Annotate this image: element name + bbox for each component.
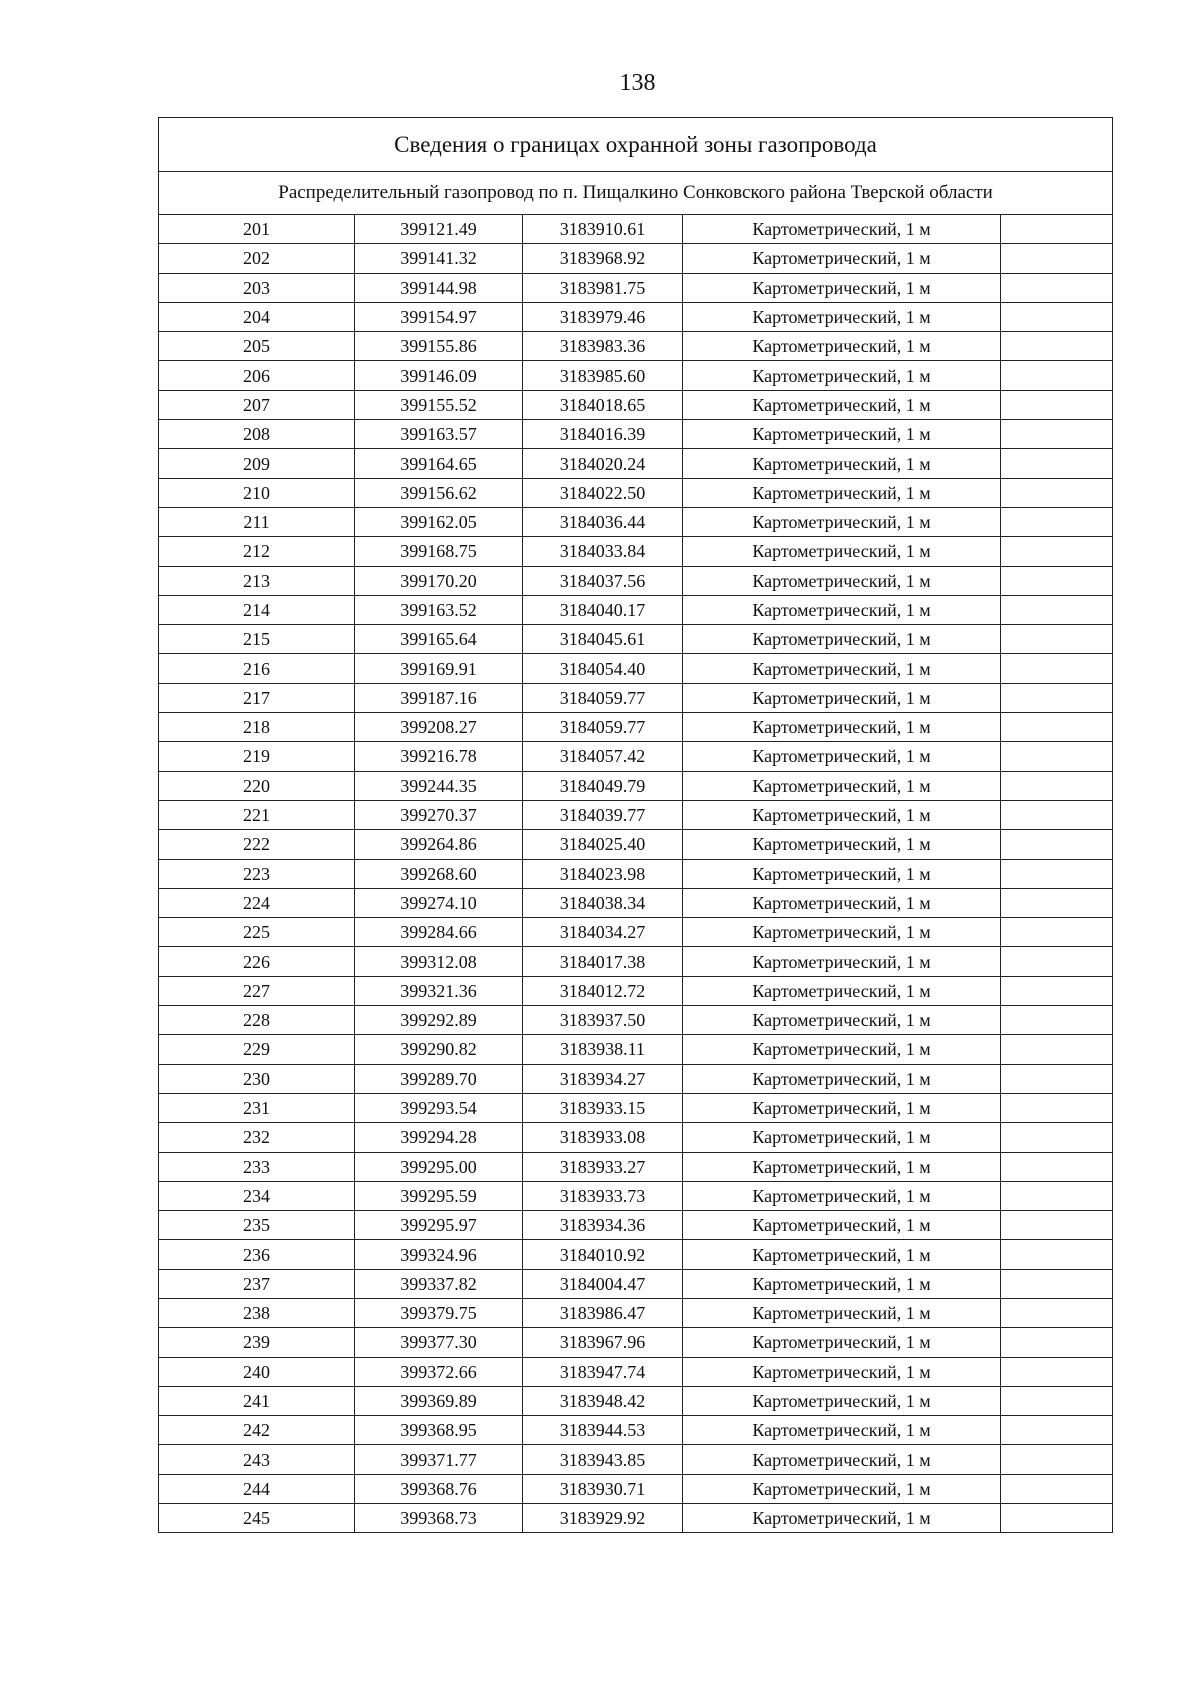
table-subtitle-row (159, 172, 1113, 215)
point-number-cell: 229 (159, 1035, 355, 1064)
point-number-cell: 215 (159, 625, 355, 654)
description-cell (1001, 361, 1113, 390)
point-number-cell: 228 (159, 1006, 355, 1035)
point-number-cell: 218 (159, 713, 355, 742)
point-number-cell: 203 (159, 273, 355, 302)
method-accuracy-cell: Картометрический, 1 м (683, 566, 1001, 595)
description-cell (1001, 888, 1113, 917)
point-number-cell: 236 (159, 1240, 355, 1269)
table-row (159, 1064, 1113, 1093)
x-coordinate-cell: 399274.10 (355, 888, 523, 917)
point-number-cell: 204 (159, 302, 355, 331)
point-number-cell: 202 (159, 244, 355, 273)
y-coordinate-cell: 3183933.15 (523, 1093, 683, 1122)
description-cell (1001, 1181, 1113, 1210)
y-coordinate-cell: 3183929.92 (523, 1504, 683, 1533)
method-accuracy-cell: Картометрический, 1 м (683, 1006, 1001, 1035)
x-coordinate-cell: 399155.52 (355, 390, 523, 419)
point-number-cell: 227 (159, 976, 355, 1005)
description-cell (1001, 918, 1113, 947)
y-coordinate-cell: 3183933.73 (523, 1181, 683, 1210)
y-coordinate-cell: 3183934.27 (523, 1064, 683, 1093)
method-accuracy-cell: Картометрический, 1 м (683, 1386, 1001, 1415)
description-cell (1001, 1357, 1113, 1386)
table-row (159, 1445, 1113, 1474)
y-coordinate-cell: 3184012.72 (523, 976, 683, 1005)
x-coordinate-cell: 399321.36 (355, 976, 523, 1005)
description-cell (1001, 215, 1113, 244)
table-row (159, 361, 1113, 390)
description-cell (1001, 683, 1113, 712)
x-coordinate-cell: 399295.00 (355, 1152, 523, 1181)
boundary-table (158, 117, 1113, 1533)
x-coordinate-cell: 399163.52 (355, 595, 523, 624)
point-number-cell: 230 (159, 1064, 355, 1093)
x-coordinate-cell: 399368.95 (355, 1416, 523, 1445)
x-coordinate-cell: 399268.60 (355, 859, 523, 888)
point-number-cell: 222 (159, 830, 355, 859)
x-coordinate-cell: 399290.82 (355, 1035, 523, 1064)
point-number-cell: 201 (159, 215, 355, 244)
point-number-cell: 235 (159, 1211, 355, 1240)
description-cell (1001, 800, 1113, 829)
table-title-row (159, 118, 1113, 172)
y-coordinate-cell: 3183933.08 (523, 1123, 683, 1152)
description-cell (1001, 1474, 1113, 1503)
y-coordinate-cell: 3184038.34 (523, 888, 683, 917)
table-row (159, 1123, 1113, 1152)
description-cell (1001, 1123, 1113, 1152)
description-cell (1001, 654, 1113, 683)
method-accuracy-cell: Картометрический, 1 м (683, 1269, 1001, 1298)
method-accuracy-cell: Картометрический, 1 м (683, 390, 1001, 419)
x-coordinate-cell: 399146.09 (355, 361, 523, 390)
table-row (159, 947, 1113, 976)
method-accuracy-cell: Картометрический, 1 м (683, 1093, 1001, 1122)
table-row (159, 449, 1113, 478)
y-coordinate-cell: 3183934.36 (523, 1211, 683, 1240)
method-accuracy-cell: Картометрический, 1 м (683, 1328, 1001, 1357)
description-cell (1001, 449, 1113, 478)
x-coordinate-cell: 399208.27 (355, 713, 523, 742)
y-coordinate-cell: 3183968.92 (523, 244, 683, 273)
y-coordinate-cell: 3183947.74 (523, 1357, 683, 1386)
method-accuracy-cell: Картометрический, 1 м (683, 1211, 1001, 1240)
method-accuracy-cell: Картометрический, 1 м (683, 1035, 1001, 1064)
y-coordinate-cell: 3184018.65 (523, 390, 683, 419)
y-coordinate-cell: 3184022.50 (523, 478, 683, 507)
y-coordinate-cell: 3183948.42 (523, 1386, 683, 1415)
table-row (159, 1474, 1113, 1503)
x-coordinate-cell: 399154.97 (355, 302, 523, 331)
x-coordinate-cell: 399293.54 (355, 1093, 523, 1122)
y-coordinate-cell: 3183981.75 (523, 273, 683, 302)
y-coordinate-cell: 3184040.17 (523, 595, 683, 624)
description-cell (1001, 1211, 1113, 1240)
point-number-cell: 233 (159, 1152, 355, 1181)
x-coordinate-cell: 399264.86 (355, 830, 523, 859)
point-number-cell: 237 (159, 1269, 355, 1298)
table-row (159, 1240, 1113, 1269)
method-accuracy-cell: Картометрический, 1 м (683, 1240, 1001, 1269)
y-coordinate-cell: 3183944.53 (523, 1416, 683, 1445)
description-cell (1001, 1152, 1113, 1181)
description-cell (1001, 420, 1113, 449)
y-coordinate-cell: 3184017.38 (523, 947, 683, 976)
method-accuracy-cell: Картометрический, 1 м (683, 771, 1001, 800)
point-number-cell: 212 (159, 537, 355, 566)
description-cell (1001, 1328, 1113, 1357)
method-accuracy-cell: Картометрический, 1 м (683, 361, 1001, 390)
method-accuracy-cell: Картометрический, 1 м (683, 625, 1001, 654)
table-row (159, 1416, 1113, 1445)
description-cell (1001, 566, 1113, 595)
table-row (159, 420, 1113, 449)
boundary-table-body (159, 118, 1113, 1533)
point-number-cell: 232 (159, 1123, 355, 1152)
x-coordinate-cell: 399170.20 (355, 566, 523, 595)
table-row (159, 683, 1113, 712)
x-coordinate-cell: 399169.91 (355, 654, 523, 683)
description-cell (1001, 244, 1113, 273)
description-cell (1001, 742, 1113, 771)
description-cell (1001, 302, 1113, 331)
table-row (159, 1504, 1113, 1533)
description-cell (1001, 1064, 1113, 1093)
method-accuracy-cell: Картометрический, 1 м (683, 1298, 1001, 1327)
point-number-cell: 216 (159, 654, 355, 683)
point-number-cell: 242 (159, 1416, 355, 1445)
point-number-cell: 226 (159, 947, 355, 976)
x-coordinate-cell: 399270.37 (355, 800, 523, 829)
y-coordinate-cell: 3183937.50 (523, 1006, 683, 1035)
table-row (159, 1357, 1113, 1386)
point-number-cell: 245 (159, 1504, 355, 1533)
method-accuracy-cell: Картометрический, 1 м (683, 830, 1001, 859)
method-accuracy-cell: Картометрический, 1 м (683, 1064, 1001, 1093)
method-accuracy-cell: Картометрический, 1 м (683, 215, 1001, 244)
table-row (159, 1386, 1113, 1415)
y-coordinate-cell: 3184039.77 (523, 800, 683, 829)
x-coordinate-cell: 399369.89 (355, 1386, 523, 1415)
point-number-cell: 223 (159, 859, 355, 888)
description-cell (1001, 537, 1113, 566)
method-accuracy-cell: Картометрический, 1 м (683, 1445, 1001, 1474)
x-coordinate-cell: 399368.76 (355, 1474, 523, 1503)
table-row (159, 215, 1113, 244)
description-cell (1001, 478, 1113, 507)
description-cell (1001, 1240, 1113, 1269)
table-row (159, 859, 1113, 888)
x-coordinate-cell: 399377.30 (355, 1328, 523, 1357)
point-number-cell: 244 (159, 1474, 355, 1503)
x-coordinate-cell: 399164.65 (355, 449, 523, 478)
x-coordinate-cell: 399284.66 (355, 918, 523, 947)
point-number-cell: 234 (159, 1181, 355, 1210)
method-accuracy-cell: Картометрический, 1 м (683, 654, 1001, 683)
table-row (159, 713, 1113, 742)
method-accuracy-cell: Картометрический, 1 м (683, 742, 1001, 771)
method-accuracy-cell: Картометрический, 1 м (683, 976, 1001, 1005)
y-coordinate-cell: 3183967.96 (523, 1328, 683, 1357)
description-cell (1001, 507, 1113, 536)
description-cell (1001, 625, 1113, 654)
description-cell (1001, 332, 1113, 361)
y-coordinate-cell: 3183933.27 (523, 1152, 683, 1181)
x-coordinate-cell: 399324.96 (355, 1240, 523, 1269)
description-cell (1001, 1386, 1113, 1415)
method-accuracy-cell: Картометрический, 1 м (683, 537, 1001, 566)
table-row (159, 507, 1113, 536)
table-row (159, 332, 1113, 361)
x-coordinate-cell: 399163.57 (355, 420, 523, 449)
y-coordinate-cell: 3183985.60 (523, 361, 683, 390)
y-coordinate-cell: 3184025.40 (523, 830, 683, 859)
y-coordinate-cell: 3183979.46 (523, 302, 683, 331)
table-row (159, 830, 1113, 859)
method-accuracy-cell: Картометрический, 1 м (683, 420, 1001, 449)
table-row (159, 302, 1113, 331)
method-accuracy-cell: Картометрический, 1 м (683, 683, 1001, 712)
table-row (159, 595, 1113, 624)
method-accuracy-cell: Картометрический, 1 м (683, 1504, 1001, 1533)
table-subtitle: Распределительный газопровод по п. Пищалкино Сонковского района Тверской области (159, 172, 1113, 215)
table-row (159, 390, 1113, 419)
table-row (159, 1152, 1113, 1181)
description-cell (1001, 1445, 1113, 1474)
table-row (159, 1093, 1113, 1122)
x-coordinate-cell: 399162.05 (355, 507, 523, 536)
y-coordinate-cell: 3184023.98 (523, 859, 683, 888)
method-accuracy-cell: Картометрический, 1 м (683, 1123, 1001, 1152)
description-cell (1001, 1504, 1113, 1533)
description-cell (1001, 1269, 1113, 1298)
y-coordinate-cell: 3184016.39 (523, 420, 683, 449)
point-number-cell: 243 (159, 1445, 355, 1474)
x-coordinate-cell: 399121.49 (355, 215, 523, 244)
description-cell (1001, 273, 1113, 302)
table-row (159, 1328, 1113, 1357)
table-row (159, 771, 1113, 800)
description-cell (1001, 1093, 1113, 1122)
point-number-cell: 238 (159, 1298, 355, 1327)
point-number-cell: 207 (159, 390, 355, 419)
x-coordinate-cell: 399155.86 (355, 332, 523, 361)
point-number-cell: 211 (159, 507, 355, 536)
method-accuracy-cell: Картометрический, 1 м (683, 1181, 1001, 1210)
description-cell (1001, 713, 1113, 742)
y-coordinate-cell: 3184037.56 (523, 566, 683, 595)
description-cell (1001, 830, 1113, 859)
point-number-cell: 210 (159, 478, 355, 507)
method-accuracy-cell: Картометрический, 1 м (683, 800, 1001, 829)
method-accuracy-cell: Картометрический, 1 м (683, 478, 1001, 507)
page-number: 138 (619, 70, 656, 96)
method-accuracy-cell: Картометрический, 1 м (683, 1474, 1001, 1503)
point-number-cell: 221 (159, 800, 355, 829)
y-coordinate-cell: 3183910.61 (523, 215, 683, 244)
x-coordinate-cell: 399156.62 (355, 478, 523, 507)
y-coordinate-cell: 3184033.84 (523, 537, 683, 566)
table-row (159, 888, 1113, 917)
method-accuracy-cell: Картометрический, 1 м (683, 947, 1001, 976)
description-cell (1001, 390, 1113, 419)
table-row (159, 537, 1113, 566)
y-coordinate-cell: 3184059.77 (523, 713, 683, 742)
x-coordinate-cell: 399371.77 (355, 1445, 523, 1474)
description-cell (1001, 595, 1113, 624)
point-number-cell: 225 (159, 918, 355, 947)
method-accuracy-cell: Картометрический, 1 м (683, 244, 1001, 273)
point-number-cell: 209 (159, 449, 355, 478)
y-coordinate-cell: 3184020.24 (523, 449, 683, 478)
description-cell (1001, 1416, 1113, 1445)
y-coordinate-cell: 3184036.44 (523, 507, 683, 536)
x-coordinate-cell: 399216.78 (355, 742, 523, 771)
method-accuracy-cell: Картометрический, 1 м (683, 713, 1001, 742)
x-coordinate-cell: 399295.97 (355, 1211, 523, 1240)
y-coordinate-cell: 3183986.47 (523, 1298, 683, 1327)
table-title: Сведения о границах охранной зоны газопровода (159, 118, 1113, 172)
method-accuracy-cell: Картометрический, 1 м (683, 888, 1001, 917)
table-row (159, 1269, 1113, 1298)
method-accuracy-cell: Картометрический, 1 м (683, 332, 1001, 361)
description-cell (1001, 1035, 1113, 1064)
x-coordinate-cell: 399294.28 (355, 1123, 523, 1152)
y-coordinate-cell: 3184049.79 (523, 771, 683, 800)
point-number-cell: 241 (159, 1386, 355, 1415)
y-coordinate-cell: 3184054.40 (523, 654, 683, 683)
method-accuracy-cell: Картометрический, 1 м (683, 595, 1001, 624)
x-coordinate-cell: 399379.75 (355, 1298, 523, 1327)
y-coordinate-cell: 3184034.27 (523, 918, 683, 947)
description-cell (1001, 947, 1113, 976)
table-row (159, 1181, 1113, 1210)
point-number-cell: 205 (159, 332, 355, 361)
table-row (159, 1211, 1113, 1240)
description-cell (1001, 859, 1113, 888)
table-row (159, 244, 1113, 273)
point-number-cell: 206 (159, 361, 355, 390)
description-cell (1001, 1006, 1113, 1035)
point-number-cell: 240 (159, 1357, 355, 1386)
y-coordinate-cell: 3184045.61 (523, 625, 683, 654)
description-cell (1001, 1298, 1113, 1327)
x-coordinate-cell: 399144.98 (355, 273, 523, 302)
y-coordinate-cell: 3184059.77 (523, 683, 683, 712)
method-accuracy-cell: Картометрический, 1 м (683, 1416, 1001, 1445)
description-cell (1001, 771, 1113, 800)
point-number-cell: 239 (159, 1328, 355, 1357)
boundary-table-container (158, 117, 1112, 1533)
y-coordinate-cell: 3184057.42 (523, 742, 683, 771)
table-row (159, 1006, 1113, 1035)
y-coordinate-cell: 3183943.85 (523, 1445, 683, 1474)
y-coordinate-cell: 3183930.71 (523, 1474, 683, 1503)
y-coordinate-cell: 3183938.11 (523, 1035, 683, 1064)
table-row (159, 625, 1113, 654)
x-coordinate-cell: 399337.82 (355, 1269, 523, 1298)
x-coordinate-cell: 399187.16 (355, 683, 523, 712)
x-coordinate-cell: 399292.89 (355, 1006, 523, 1035)
method-accuracy-cell: Картометрический, 1 м (683, 507, 1001, 536)
table-row (159, 1035, 1113, 1064)
method-accuracy-cell: Картометрический, 1 м (683, 918, 1001, 947)
table-row (159, 1298, 1113, 1327)
x-coordinate-cell: 399141.32 (355, 244, 523, 273)
point-number-cell: 231 (159, 1093, 355, 1122)
table-row (159, 918, 1113, 947)
x-coordinate-cell: 399244.35 (355, 771, 523, 800)
x-coordinate-cell: 399368.73 (355, 1504, 523, 1533)
y-coordinate-cell: 3184004.47 (523, 1269, 683, 1298)
point-number-cell: 217 (159, 683, 355, 712)
y-coordinate-cell: 3183983.36 (523, 332, 683, 361)
x-coordinate-cell: 399168.75 (355, 537, 523, 566)
method-accuracy-cell: Картометрический, 1 м (683, 449, 1001, 478)
method-accuracy-cell: Картометрический, 1 м (683, 1152, 1001, 1181)
table-row (159, 654, 1113, 683)
x-coordinate-cell: 399289.70 (355, 1064, 523, 1093)
table-row (159, 273, 1113, 302)
description-cell (1001, 976, 1113, 1005)
point-number-cell: 220 (159, 771, 355, 800)
table-row (159, 976, 1113, 1005)
x-coordinate-cell: 399165.64 (355, 625, 523, 654)
y-coordinate-cell: 3184010.92 (523, 1240, 683, 1269)
x-coordinate-cell: 399372.66 (355, 1357, 523, 1386)
point-number-cell: 208 (159, 420, 355, 449)
x-coordinate-cell: 399295.59 (355, 1181, 523, 1210)
table-row (159, 566, 1113, 595)
method-accuracy-cell: Картометрический, 1 м (683, 859, 1001, 888)
point-number-cell: 213 (159, 566, 355, 595)
point-number-cell: 224 (159, 888, 355, 917)
table-row (159, 742, 1113, 771)
table-row (159, 800, 1113, 829)
method-accuracy-cell: Картометрический, 1 м (683, 1357, 1001, 1386)
x-coordinate-cell: 399312.08 (355, 947, 523, 976)
point-number-cell: 219 (159, 742, 355, 771)
method-accuracy-cell: Картометрический, 1 м (683, 302, 1001, 331)
method-accuracy-cell: Картометрический, 1 м (683, 273, 1001, 302)
point-number-cell: 214 (159, 595, 355, 624)
table-row (159, 478, 1113, 507)
